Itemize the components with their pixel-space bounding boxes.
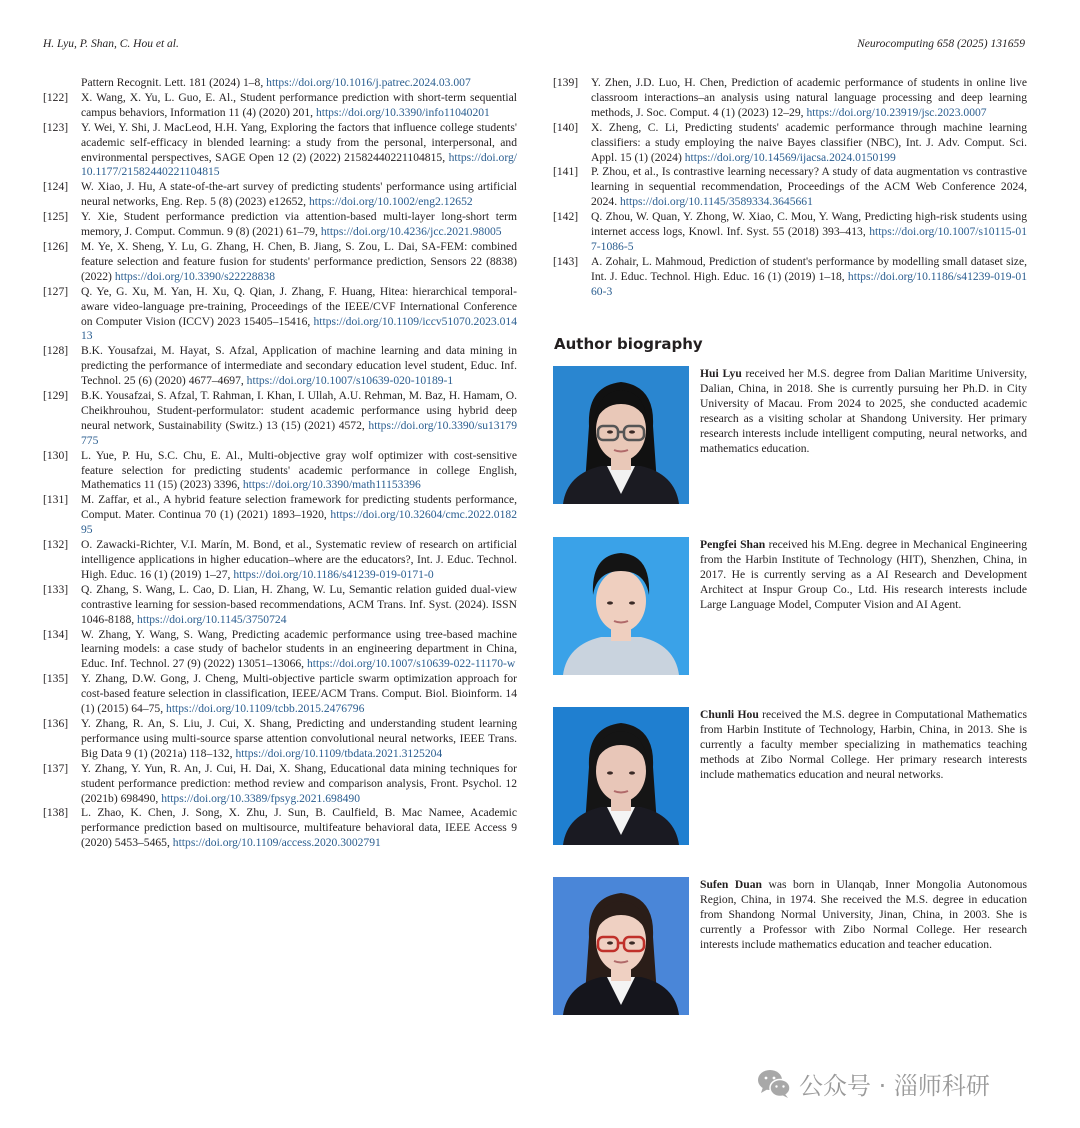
reference-number: [126]	[43, 239, 69, 253]
reference-text: L. Yue, P. Hu, S.C. Chu, E. Al., Multi-objective gray wolf optimizer with cost-sensitive feature selection for predicting students' academic performance in college English, Mathematics 11 (15) (2023) 3396,	[81, 448, 517, 492]
reference-text: M. Ye, X. Sheng, Y. Lu, G. Zhang, H. Chen, B. Jiang, S. Zou, L. Dai, SA-FEM: combined feature selection and feature fusion for students' performance prediction, Sensors 22 (8838) (2022)	[81, 239, 517, 283]
doi-link[interactable]: https://doi.org/10.4236/jcc.2021.98005	[320, 225, 502, 239]
reference-number: [127]	[43, 284, 69, 298]
reference-number: [137]	[43, 761, 69, 775]
author-photo	[553, 877, 689, 1015]
reference-entry	[43, 389, 517, 449]
doi-link[interactable]: https://doi.org/10.3390/su13179775	[81, 418, 517, 447]
doi-link[interactable]: https://doi.org/10.1145/3589334.3645661	[619, 195, 813, 209]
reference-number: [130]	[43, 448, 69, 462]
reference-entry	[43, 628, 517, 673]
reference-number: [123]	[43, 120, 69, 134]
author-bio-text	[700, 707, 1027, 782]
author-description: received her M.S. degree from Dalian Maritime University, Dalian, China, in 2018. She is currently pursuing her Ph.D. in City University of Macau. From 2024 to 2025, she conducted academic research as a visiting scholar at Shandong University. Her primary research interests include intelligent computing, neural networks, and mathematics education.	[700, 367, 1027, 455]
running-head-authors: H. Lyu, P. Shan, C. Hou et al.	[43, 38, 179, 50]
reference-entry	[43, 121, 517, 181]
reference-text: L. Zhao, K. Chen, J. Song, X. Zhu, J. Sun, B. Caulfield, B. Mac Namee, Academic performance prediction based on multisource, multifeature behavioral data, IEEE Access 9 (2020) 5453–5465,	[81, 806, 517, 850]
doi-link[interactable]: https://doi.org/10.23919/jsc.2023.0007	[806, 105, 987, 119]
reference-entry	[43, 762, 517, 807]
author-bio-text	[700, 366, 1027, 456]
author-photo	[553, 707, 689, 845]
doi-link[interactable]: https://doi.org/10.3389/fpsyg.2021.698490	[161, 791, 361, 805]
doi-link[interactable]: https://doi.org/10.3390/s22228838	[114, 269, 275, 283]
author-name: Sufen Duan	[700, 878, 762, 891]
reference-text: M. Zaffar, et al., A hybrid feature selection framework for predicting students performance, Comput. Mater. Continua 70 (1) (2021) 1893–1920,	[81, 493, 517, 522]
doi-link[interactable]: https://doi.org/10.1109/iccv51070.2023.01413	[81, 314, 517, 343]
doi-link[interactable]: https://doi.org/10.1007/s10115-017-1086-5	[591, 225, 1027, 253]
portrait-image	[553, 877, 689, 1015]
reference-number: [124]	[43, 180, 69, 194]
portrait-image	[553, 707, 689, 845]
reference-entry	[43, 240, 517, 285]
doi-link[interactable]: https://doi.org/10.1016/j.patrec.2024.03.007	[266, 76, 471, 89]
doi-link[interactable]: https://doi.org/10.3390/math11153396	[242, 478, 421, 492]
reference-entry	[43, 449, 517, 494]
reference-number: [134]	[43, 627, 69, 641]
reference-number: [140]	[553, 120, 579, 134]
reference-number: [125]	[43, 210, 69, 224]
doi-link[interactable]: https://doi.org/10.1002/eng2.12652	[308, 195, 473, 209]
author-bio-text	[700, 877, 1027, 952]
reference-number: [138]	[43, 806, 69, 820]
doi-link[interactable]: https://doi.org/10.1145/3750724	[137, 612, 287, 626]
reference-entry	[43, 285, 517, 345]
reference-text: A. Zohair, L. Mahmoud, Prediction of student's performance by modelling small dataset size, Int. J. Educ. Technol. High. Educ. 16 (1) (2019) 1–18,	[591, 254, 1027, 283]
reference-number: [142]	[553, 210, 579, 224]
doi-link[interactable]: https://doi.org/10.1109/tcbb.2015.2476796	[166, 702, 365, 716]
doi-link[interactable]: https://doi.org/10.1007/s10639-020-10189-1	[246, 374, 454, 388]
reference-entry	[553, 255, 1027, 300]
reference-text: Pattern Recognit. Lett. 181 (2024) 1–8,	[81, 76, 267, 89]
doi-link[interactable]: https://doi.org/10.1109/tbdata.2021.3125204	[235, 746, 443, 760]
reference-text: Y. Zhang, D.W. Gong, J. Cheng, Multi-objective particle swarm optimization approach for cost-based feature selection in classification, IEEE/ACM Trans. Comput. Biol. Bioinform. 14 (1) (2015) 64–75,	[81, 672, 517, 716]
reference-entry	[43, 717, 517, 762]
reference-entry	[43, 672, 517, 717]
reference-text: X. Wang, X. Yu, L. Guo, E. Al., Student performance prediction with short-term sequential campus behaviors, Information 11 (4) (2020) 201,	[81, 90, 517, 119]
author-bio	[553, 537, 1027, 677]
references-right-column	[553, 76, 1027, 300]
doi-link[interactable]: https://doi.org/10.1007/s10639-022-11170-w	[306, 657, 516, 671]
reference-entry	[553, 210, 1027, 255]
wechat-icon	[757, 1069, 791, 1099]
reference-entry	[43, 493, 517, 538]
reference-entry	[43, 538, 517, 583]
reference-text: Y. Zhang, Y. Yun, R. An, J. Cui, H. Dai, X. Shang, Educational data mining techniques for student performance prediction: method review and comparison analysis, Front. Psychol. 12 (2021b) 698490,	[81, 761, 517, 805]
reference-text: B.K. Yousafzai, S. Afzal, T. Rahman, I. Khan, I. Ullah, A.U. Rehman, M. Baz, H. Hamam, O. Cheikhrouhou, Student-performulator: student academic performance using hybrid deep neural network, Sustainability (Switz.) 13 (15) (2021) 4572,	[81, 389, 517, 432]
reference-number: [129]	[43, 389, 69, 403]
author-photo	[553, 366, 689, 504]
reference-entry	[43, 210, 517, 240]
reference-number: [131]	[43, 493, 69, 507]
reference-text: Q. Ye, G. Xu, M. Yan, H. Xu, Q. Qian, J. Zhang, F. Huang, Hitea: hierarchical temporal-aware video-language pre-training, Proceedings of the IEEE/CVF International Conference on Computer Vision (ICCV) 2023 15405–15416,	[81, 284, 517, 328]
doi-link[interactable]: https://doi.org/10.1177/21582440221104815	[81, 150, 517, 179]
author-bio	[553, 366, 1027, 506]
reference-text: X. Zheng, C. Li, Predicting students' academic performance through machine learning classifiers: a study employing the naive Bayes classifier (NBC), Int. J. Adv. Comput. Sci. Appl. 15 (1) (2024)	[591, 120, 1027, 164]
reference-text: P. Zhou, et al., Is contrastive learning necessary? A study of data augmentation vs contrastive learning in sequential recommendation, Proceedings of the ACM Web Conference 2024, 2024.	[591, 165, 1027, 209]
doi-link[interactable]: https://doi.org/10.3390/info11040201	[315, 105, 490, 119]
watermark-text: 公众号 · 淄师科研	[799, 1072, 990, 1100]
reference-entry	[43, 91, 517, 121]
doi-link[interactable]: https://doi.org/10.1186/s41239-019-0171-0	[233, 567, 434, 581]
reference-number: [133]	[43, 582, 69, 596]
reference-text: Y. Zhang, R. An, S. Liu, J. Cui, X. Shang, Predicting and understanding student learning performance using multi-source sparse attention convolutional neural networks, IEEE Trans. Big Data 9 (1) (2021a) 118–132,	[81, 716, 517, 760]
reference-text: Y. Zhen, J.D. Luo, H. Chen, Prediction of academic performance of students in online live classroom interactions–an analysis using natural language processing and deep learning methods, J. Soc. Comput. 4 (1) (2023) 12–29,	[591, 76, 1027, 119]
reference-text: Y. Xie, Student performance prediction via attention-based multi-layer long-short term memory, J. Comput. Commun. 9 (8) (2021) 61–79,	[81, 210, 517, 239]
author-description: was born in Ulanqab, Inner Mongolia Autonomous Region, China, in 1974. She received the M.S. degree in education from Shandong Normal University, Jinan, China, in 2003. She is currently a Professor with Zibo Normal College. Her research interests include mathematics education and teacher education.	[700, 878, 1027, 951]
author-name: Chunli Hou	[700, 708, 759, 721]
author-name: Hui Lyu	[700, 367, 742, 380]
author-photo	[553, 537, 689, 675]
reference-number: [128]	[43, 344, 69, 358]
reference-entry	[43, 806, 517, 851]
author-biography-heading: Author biography	[554, 335, 703, 353]
reference-number: [141]	[553, 165, 579, 179]
reference-entry	[553, 121, 1027, 166]
portrait-image	[553, 537, 689, 675]
reference-entry	[43, 344, 517, 389]
reference-text: W. Zhang, Y. Wang, S. Wang, Predicting academic performance using tree-based machine learning models: a case study of bachelor students in an engineering department in China, Educ. Inf. Technol. 27 (9) (2022) 13051–13066,	[81, 627, 517, 671]
reference-number: [143]	[553, 254, 579, 268]
doi-link[interactable]: https://doi.org/10.1186/s41239-019-0160-3	[591, 269, 1027, 298]
author-bio	[553, 877, 1027, 1017]
reference-entry	[43, 180, 517, 210]
author-description: received his M.Eng. degree in Mechanical Engineering from the Harbin Institute of Technology (HIT), Shenzhen, China, in 2017. He is currently serving as a AI Research and Development Architect at Inspur Group Co., Ltd. His research interests include Large Language Model, Computer Vision and AI Agent.	[700, 538, 1027, 611]
doi-link[interactable]: https://doi.org/10.32604/cmc.2022.018295	[81, 508, 517, 537]
reference-entry	[553, 165, 1027, 210]
doi-link[interactable]: https://doi.org/10.14569/ijacsa.2024.0150199	[684, 150, 896, 164]
author-description: received the M.S. degree in Computational Mathematics from Harbin Institute of Technology, Harbin, China, in 2013. She is currently a faculty member specializing in mathematics teaching methods at Zibo Normal College. Her primary research interests include mathematics education and neural networks.	[700, 708, 1027, 781]
doi-link[interactable]: https://doi.org/10.1109/access.2020.3002791	[172, 836, 381, 850]
watermark	[757, 1066, 990, 1101]
author-bio	[553, 707, 1027, 847]
reference-text: Q. Zhang, S. Wang, L. Cao, D. Lian, H. Zhang, W. Lu, Semantic relation guided dual-view contrastive learning for session-based recommendations, ACM Trans. Inf. Syst. (2024). ISSN 1046-8188,	[81, 582, 517, 626]
reference-number: [135]	[43, 672, 69, 686]
references-left-column	[43, 76, 517, 851]
reference-entry	[553, 76, 1027, 121]
reference-text: Y. Wei, Y. Shi, J. MacLeod, H.H. Yang, Exploring the factors that influence college students' academic self-efficacy in blended learning: a study from the personal, interpersonal, and environmental perspectives, SAGE Open 12 (2) (2022) 21582440221104815,	[81, 120, 517, 164]
reference-text: Q. Zhou, W. Quan, Y. Zhong, W. Xiao, C. Mou, Y. Wang, Predicting high-risk students using internet access logs, Knowl. Inf. Syst. 55 (2018) 393–413,	[591, 210, 1027, 239]
reference-number: [122]	[43, 90, 69, 104]
reference-text: B.K. Yousafzai, M. Hayat, S. Afzal, Application of machine learning and data mining in predicting the performance of intermediate and secondary education level student, Educ. Inf. Technol. 25 (6) (2020) 4677–4697,	[81, 344, 517, 388]
reference-number: [139]	[553, 76, 579, 89]
reference-number: [136]	[43, 716, 69, 730]
author-name: Pengfei Shan	[700, 538, 766, 551]
author-bio-text	[700, 537, 1027, 612]
reference-text: O. Zawacki-Richter, V.I. Marín, M. Bond, et al., Systematic review of research on artificial intelligence applications in higher education–where are the educators?, Int. J. Educ. Technol. High. Educ. 16 (1) (2019) 1–27,	[81, 538, 517, 581]
reference-entry	[43, 76, 517, 91]
running-head-journal: Neurocomputing 658 (2025) 131659	[857, 38, 1025, 50]
reference-text: W. Xiao, J. Hu, A state-of-the-art survey of predicting students' performance using artificial neural networks, Eng. Rep. 5 (8) (2023) e12652,	[81, 180, 517, 209]
reference-entry	[43, 583, 517, 628]
reference-number: [132]	[43, 538, 69, 552]
portrait-image	[553, 366, 689, 504]
